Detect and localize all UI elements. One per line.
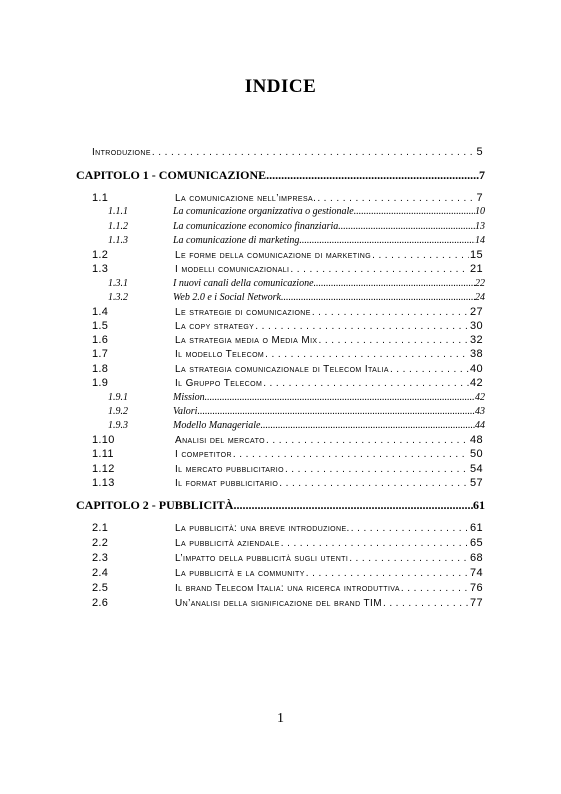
toc-entry-label: Le strategie di comunicazione <box>175 307 311 318</box>
toc-entry <box>92 567 483 579</box>
toc-entry <box>108 235 485 246</box>
toc-entry-number: 1.10 <box>92 434 115 446</box>
toc-entry-page: 76 <box>469 582 483 594</box>
toc-entry <box>92 448 483 460</box>
toc-entry-page: 7 <box>476 192 483 204</box>
toc-entry-page: 65 <box>469 537 483 549</box>
toc-entry-number: 1.1.1 <box>108 206 128 217</box>
toc-entry-number: 1.7 <box>92 348 109 360</box>
toc-entry-number: 2.1 <box>92 522 109 534</box>
toc-entry-page: 21 <box>469 263 483 275</box>
toc-entry-page: 38 <box>469 348 483 360</box>
toc-entry <box>92 537 483 549</box>
dot-leader <box>281 292 475 303</box>
toc-entry-page: 61 <box>469 522 483 534</box>
toc-entry <box>92 334 483 346</box>
toc-entry-label: Valori <box>173 406 198 417</box>
toc-entry-page: 48 <box>469 434 483 446</box>
dot-leader <box>299 235 475 246</box>
toc-entry-page: 50 <box>469 448 483 460</box>
toc-entry-number: 1.13 <box>92 477 115 489</box>
dot-leader <box>390 364 469 375</box>
dot-leader <box>306 568 469 579</box>
index-title: INDICE <box>244 76 317 97</box>
toc-entry-number: 1.1 <box>92 192 109 204</box>
toc-entry <box>76 168 485 183</box>
toc-entry-number: 1.3.2 <box>108 292 128 303</box>
toc-entry-label: Il brand Telecom Italia: una ricerca introduttiva <box>175 583 400 594</box>
toc-entry-page: 10 <box>475 206 485 217</box>
toc-entry-label: La comunicazione di marketing <box>173 235 300 246</box>
toc-entry <box>108 221 485 232</box>
toc-entry-number: 2.2 <box>92 537 109 549</box>
toc-entry-label: Il format pubblicitario <box>175 478 279 489</box>
toc-entry-page: 15 <box>469 249 483 261</box>
toc-entry <box>108 392 485 403</box>
toc-entry-label: Introduzione <box>92 147 151 158</box>
dot-leader <box>351 523 469 534</box>
dot-leader <box>205 392 475 403</box>
toc-entry-label: La strategia media o Media Mix <box>175 335 318 346</box>
toc-entry <box>92 597 483 609</box>
toc-entry-number: 1.8 <box>92 363 109 375</box>
toc-entry-number: 1.5 <box>92 320 109 332</box>
toc-entry-label: Il modello Telecom <box>175 349 265 360</box>
dot-leader <box>372 250 469 261</box>
dot-leader <box>314 278 475 289</box>
toc-entry <box>108 406 485 417</box>
toc-entry-label: Web 2.0 e i Social Network <box>173 292 281 303</box>
toc-entry-label: La pubblicità aziendale <box>175 538 280 549</box>
toc-entry-label: La comunicazione organizzativa o gestionale <box>173 206 354 217</box>
toc-entry-page: 40 <box>469 363 483 375</box>
toc-entry <box>92 552 483 564</box>
toc-entry-label: I competitor <box>175 449 232 460</box>
toc-entry-label: I modelli comunicazionali <box>175 264 290 275</box>
dot-leader <box>255 321 469 332</box>
toc-entry-number: 2.4 <box>92 567 109 579</box>
toc-entry-label: Modello Manageriale <box>173 420 261 431</box>
toc-entry-label: Analisi del mercato <box>175 435 265 446</box>
toc-entry-number: 1.1.2 <box>108 221 128 232</box>
toc-entry-page: 7 <box>479 168 485 182</box>
toc-entry-label: Mission <box>173 392 205 403</box>
toc-entry <box>92 249 483 261</box>
toc-entry-page: 27 <box>469 306 483 318</box>
toc-entry-number: 1.3 <box>92 263 109 275</box>
dot-leader <box>319 335 469 346</box>
toc-entry-page: 24 <box>475 292 485 303</box>
toc-entry-number: 1.2 <box>92 249 109 261</box>
dot-leader <box>197 406 475 417</box>
dot-leader <box>233 449 469 460</box>
dot-leader <box>152 147 476 158</box>
toc-entry-number: 1.6 <box>92 334 109 346</box>
toc-entry <box>92 192 483 204</box>
toc-entry-number: 1.9.1 <box>108 392 128 403</box>
toc-entry <box>92 320 483 332</box>
dot-leader <box>263 378 469 389</box>
toc-entry-number: 1.9.3 <box>108 420 128 431</box>
toc-entry-page: 14 <box>475 235 485 246</box>
toc-entry-label: Il mercato pubblicitario <box>175 464 284 475</box>
dot-leader <box>317 193 475 204</box>
toc-entry-number: 1.3.1 <box>108 278 128 289</box>
toc-entry-page: 43 <box>475 406 485 417</box>
dot-leader <box>338 221 475 232</box>
dot-leader <box>349 553 469 564</box>
toc-entry-number: 1.9 <box>92 377 109 389</box>
toc-entry <box>92 263 483 275</box>
dot-leader <box>401 583 469 594</box>
toc-entry-page: 77 <box>469 597 483 609</box>
toc-entry-page: 61 <box>473 498 485 512</box>
toc-entry <box>76 498 485 513</box>
toc-entry-number: 1.11 <box>92 448 114 460</box>
toc-entry-number: 1.1.3 <box>108 235 128 246</box>
dot-leader <box>279 478 469 489</box>
toc-entry-label: La pubblicità e la community <box>175 568 305 579</box>
toc-entry <box>108 206 485 217</box>
toc-entry <box>92 348 483 360</box>
toc-entry-number: 1.4 <box>92 306 109 318</box>
toc-entry-label: La pubblicità: una breve introduzione. <box>175 523 350 534</box>
toc-entry <box>108 278 485 289</box>
toc-entry-page: 30 <box>469 320 483 332</box>
toc-entry-label: Un’analisi della significazione del brand TIM <box>175 598 382 609</box>
toc-entry-page: 68 <box>469 552 483 564</box>
toc-entry <box>108 420 485 431</box>
toc-entry <box>108 292 485 303</box>
toc-entry-label: La comunicazione nell’impresa. <box>175 193 317 204</box>
dot-leader <box>265 349 469 360</box>
toc-entry <box>92 363 483 375</box>
toc-entry-page: 32 <box>469 334 483 346</box>
toc-entry <box>92 146 483 158</box>
toc-entry-label: CAPITOLO 2 - PUBBLICITÀ <box>76 498 234 512</box>
toc-entry <box>92 463 483 475</box>
toc-entry-page: 42 <box>475 392 485 403</box>
toc-entry-page: 5 <box>476 146 483 158</box>
dot-leader <box>383 598 469 609</box>
toc-entry-page: 13 <box>475 221 485 232</box>
toc-entry-page: 22 <box>475 278 485 289</box>
dot-leader <box>285 464 469 475</box>
toc-entry-label: Le forme della comunicazione di marketing <box>175 250 372 261</box>
dot-leader <box>260 420 475 431</box>
page-number: 1 <box>277 711 284 726</box>
dot-leader <box>233 498 473 513</box>
toc-entry-number: 2.6 <box>92 597 109 609</box>
toc-entry-label: L’impatto della pubblicità sugli utenti <box>175 553 349 564</box>
toc-entry-label: I nuovi canali della comunicazione <box>173 278 314 289</box>
toc-entry-page: 74 <box>469 567 483 579</box>
toc-entry <box>92 477 483 489</box>
toc-entry-label: CAPITOLO 1 - COMUNICAZIONE <box>76 168 267 182</box>
dot-leader <box>354 206 475 217</box>
toc-entry-label: La copy strategy <box>175 321 255 332</box>
toc-entry <box>92 582 483 594</box>
toc-entry-label: La strategia comunicazionale di Telecom Italia <box>175 364 389 375</box>
dot-leader <box>281 538 469 549</box>
toc-entry <box>92 434 483 446</box>
toc-entry-number: 1.12 <box>92 463 115 475</box>
toc-entry-number: 1.9.2 <box>108 406 128 417</box>
toc-entry <box>92 522 483 534</box>
dot-leader <box>266 435 469 446</box>
dot-leader <box>312 307 469 318</box>
toc-entry <box>92 377 483 389</box>
toc-entry <box>92 306 483 318</box>
dot-leader <box>266 168 479 183</box>
toc-entry-page: 44 <box>475 420 485 431</box>
dot-leader <box>290 264 469 275</box>
toc-entry-page: 42 <box>469 377 483 389</box>
toc-entry-page: 57 <box>469 477 483 489</box>
toc-entry-page: 54 <box>469 463 483 475</box>
toc-entry-label: La comunicazione economico finanziaria <box>173 221 339 232</box>
toc-entry-label: Il Gruppo Telecom <box>175 378 263 389</box>
toc-entry-number: 2.3 <box>92 552 109 564</box>
toc-entry-number: 2.5 <box>92 582 109 594</box>
